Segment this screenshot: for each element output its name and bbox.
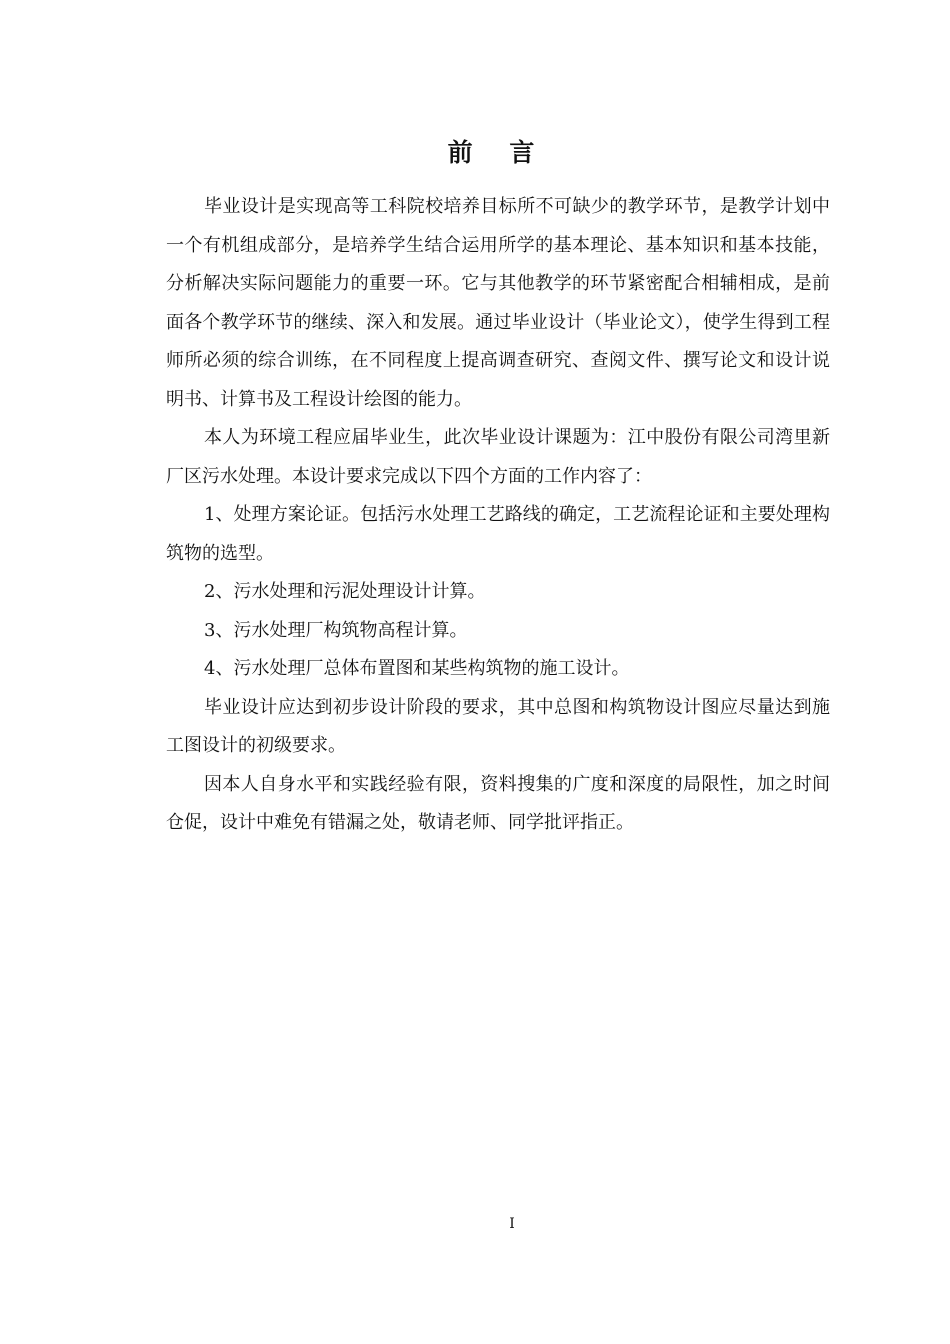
paragraph-task-3: 3、污水处理厂构筑物高程计算。 xyxy=(204,619,468,641)
paragraph-topic: 本人为环境工程应届毕业生，此次毕业设计课题为：江中股份有限公司湾里新厂区污水处理。本设计要求完成以下四个方面的工作内容了： xyxy=(166,427,830,487)
paragraph-task-1: 1、处理方案论证。包括污水处理工艺路线的确定，工艺流程论证和主要处理构筑物的选型。 xyxy=(166,504,830,564)
paragraph-closing: 因本人自身水平和实践经验有限，资料搜集的广度和深度的局限性，加之时间仓促，设计中难免有错漏之处，敬请老师、同学批评指正。 xyxy=(166,773,830,833)
paragraph-requirements: 毕业设计应达到初步设计阶段的要求，其中总图和构筑物设计图应尽量达到施工图设计的初级要求。 xyxy=(166,696,830,756)
page-number: I xyxy=(509,1216,515,1232)
paragraph-task-2: 2、污水处理和污泥处理设计计算。 xyxy=(204,581,486,602)
paragraph-task-4: 4、污水处理厂总体布置图和某些构筑物的施工设计。 xyxy=(204,658,630,679)
page-title: 前 言 xyxy=(447,138,549,167)
paragraph-purpose: 毕业设计是实现高等工科院校培养目标所不可缺少的教学环节，是教学计划中一个有机组成部分，是培养学生结合运用所学的基本理论、基本知识和基本技能，分析解决实际问题能力的重要一环。它与其他教学的环节紧密配合相辅相成，是前面各个教学环节的继续、深入和发展。通过毕业设计（毕业论文），使学生得到工程师所必须的综合训练，在不同程度上提高调查研究、查阅文件、撰写论文和设计说明书、计算书及工程设计绘图的能力。 xyxy=(166,196,830,410)
document-body xyxy=(166,188,830,843)
